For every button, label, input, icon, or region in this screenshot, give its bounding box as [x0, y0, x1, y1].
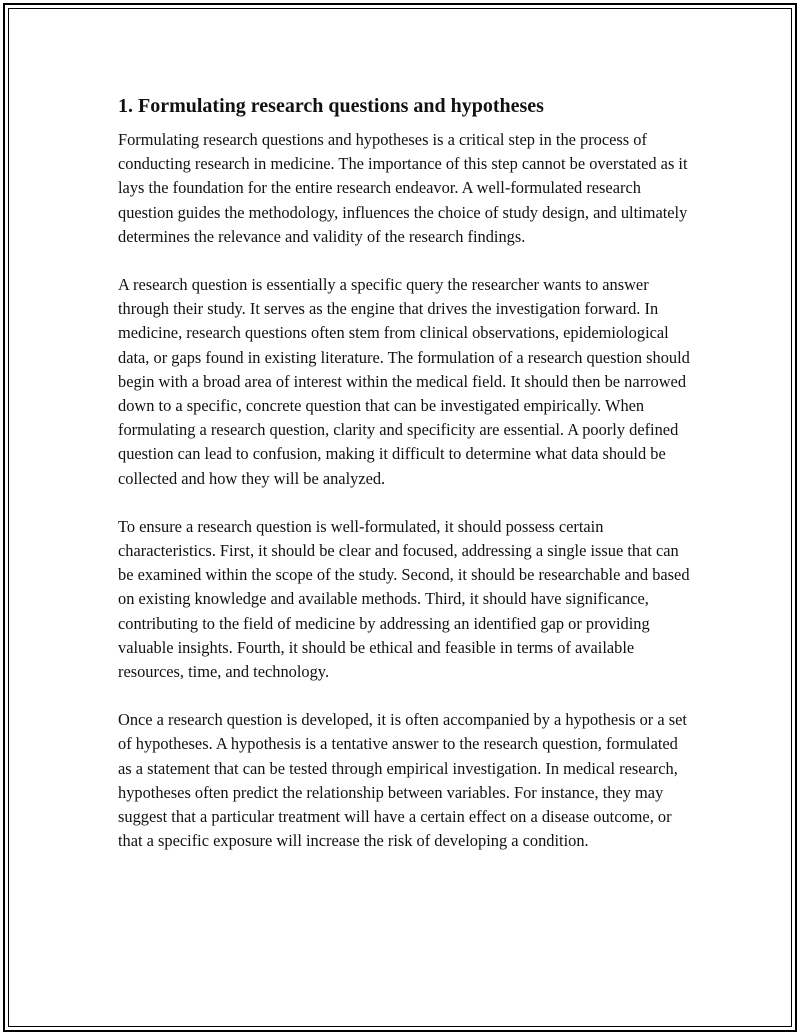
document-body — [118, 92, 693, 877]
paragraph-1: Formulating research questions and hypotheses is a critical step in the process of conducting research in medicine. The importance of this step cannot be overstated as it lays the foundation for the entire research endeavor. A well-formulated research question guides the methodology, influences the choice of study design, and ultimately determines the relevance and validity of the research findings. — [118, 130, 688, 246]
paragraph-4: Once a research question is developed, it is often accompanied by a hypothesis or a set of hypotheses. A hypothesis is a tentative answer to the research question, formulated as a statement that can be tested through empirical investigation. In medical research, hypotheses often predict the relationship between variables. For instance, they may suggest that a particular treatment will have a certain effect on a disease outcome, or that a specific exposure will increase the risk of developing a condition. — [118, 710, 687, 851]
section-heading: 1. Formulating research questions and hypotheses — [118, 95, 544, 117]
paragraph-3: To ensure a research question is well-formulated, it should possess certain characteristics. First, it should be clear and focused, addressing a single issue that can be examined within the scope of the study. Second, it should be researchable and based on existing knowledge and available methods. Third, it should have significance, contributing to the field of medicine by addressing an identified gap or providing valuable insights. Fourth, it should be ethical and feasible in terms of available resources, time, and technology. — [118, 516, 690, 682]
paragraph-2: A research question is essentially a specific query the researcher wants to answer through their study. It serves as the engine that drives the investigation forward. In medicine, research questions often stem from clinical observations, epidemiological data, or gaps found in existing literature. The formulation of a research question should begin with a broad area of interest within the medical field. It should then be narrowed down to a specific, concrete question that can be investigated empirically. When formulating a research question, clarity and specificity are essential. A poorly defined question can lead to confusion, making it difficult to determine what data should be collected and how they will be analyzed. — [118, 275, 690, 488]
